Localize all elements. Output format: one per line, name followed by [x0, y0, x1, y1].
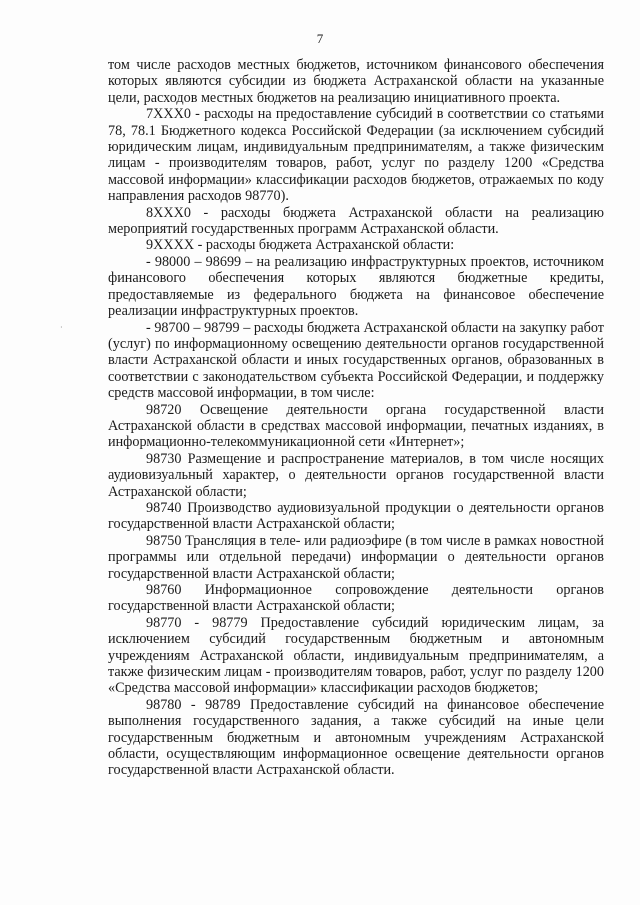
paragraph-98770-98779: 98770 - 98779 Предоставление субсидий юридическим лицам, за исключением субсидий государственным бюджетным и автономным учреждениям Астраханской области, индивидуальным предпринимателям, а также физическим лицам - производителям товаров, работ, услуг по разделу 1200 «Средства массовой информации» классификации расходов бюджетов;: [108, 614, 604, 697]
margin-mark: ·: [60, 323, 63, 332]
paragraph-98700-98799: - 98700 – 98799 – расходы бюджета Астраханской области на закупку работ (услуг) по информационному освещению деятельности органов государственной власти Астраханской области и иных государственных органов, образованных в соответствии с законодательством субъекта Российской Федерации, и поддержку средств массовой информации, в том числе:: [108, 319, 604, 402]
page-number: 7: [316, 31, 324, 46]
paragraph-9xxxx: 9ХХХХ - расходы бюджета Астраханской области:: [146, 237, 455, 254]
paragraph-continuation: том числе расходов местных бюджетов, источником финансового обеспечения которых являются субсидии из бюджета Астраханской области на указанные цели, расходов местных бюджетов на реализацию инициативного проекта.: [108, 57, 604, 106]
paragraph-98720: 98720 Освещение деятельности органа государственной власти Астраханской области в средствах массовой информации, печатных изданиях, в информационно-телекоммуникационной сети «Интернет»;: [108, 401, 604, 451]
paragraph-8xxx0: 8ХХХ0 - расходы бюджета Астраханской области на реализацию мероприятий государственных программ Астраханской области.: [108, 204, 604, 238]
paragraph-98730: 98730 Размещение и распространение материалов, в том числе носящих аудиовизуальный характер, о деятельности органов государственной власти Астраханской области;: [108, 450, 604, 500]
paragraph-98760: 98760 Информационное сопровождение деятельности органов государственной власти Астраханской области;: [108, 582, 604, 615]
paragraph-98740: 98740 Производство аудиовизуальной продукции о деятельности органов государственной власти Астраханской области;: [108, 499, 604, 533]
paragraph-7xxx0: 7ХХХ0 - расходы на предоставление субсидий в соответствии со статьями 78, 78.1 Бюджетного кодекса Российской Федерации (за исключением субсидий юридическим лицам, индивидуальным предпринимателям, а также физическим лицам - производителям товаров, работ, услуг по разделу 1200 «Средства массовой информации» классификации расходов бюджетов, отражаемых по коду направления расходов 98770).: [108, 106, 604, 205]
document-body: [108, 57, 604, 779]
paragraph-98750: 98750 Трансляция в теле- или радиоэфире (в том числе в рамках новостной программы или отдельной передачи) информации о деятельности органов государственной власти Астраханской области;: [108, 532, 604, 582]
paragraph-98780-98789: 98780 - 98789 Предоставление субсидий на финансовое обеспечение выполнения государственного задания, а также субсидий на иные цели государственным бюджетным и автономным учреждениям Астраханской области, осуществляющим информационное освещение деятельности органов государственной власти Астраханской области.: [108, 696, 604, 779]
paragraph-98000-98699: - 98000 – 98699 – на реализацию инфраструктурных проектов, источником финансового обеспечения которых являются бюджетные кредиты, предоставляемые из федерального бюджета на финансовое обеспечение реализации инфраструктурных проектов.: [108, 253, 604, 320]
